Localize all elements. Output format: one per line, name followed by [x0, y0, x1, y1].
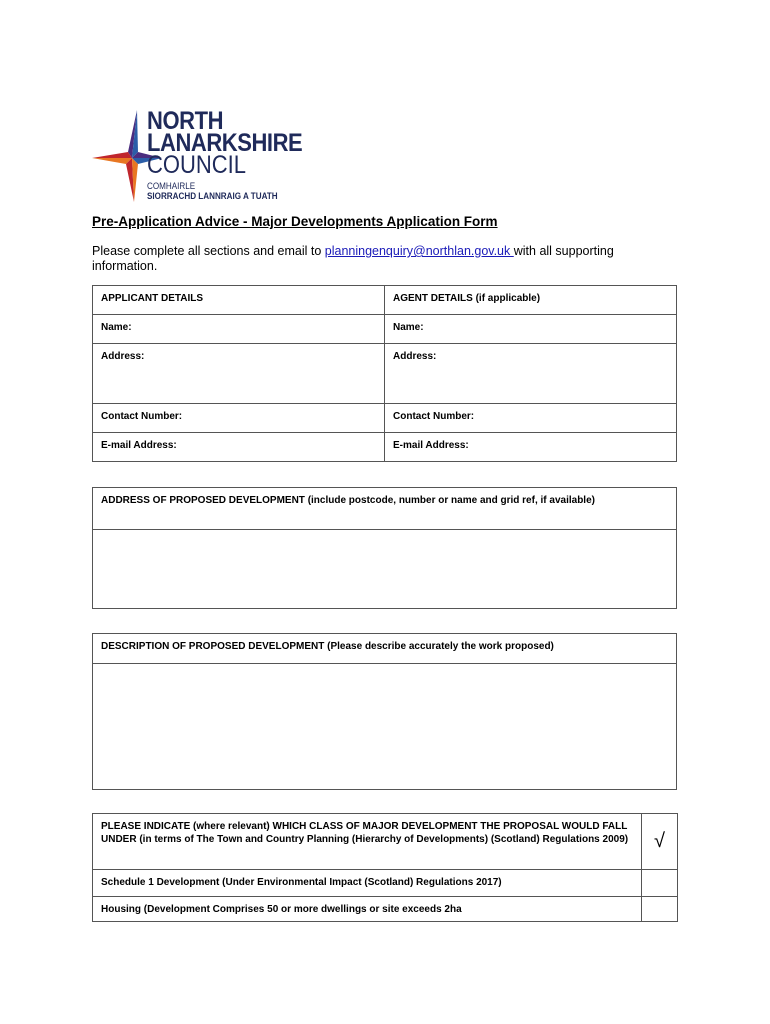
intro-text: [92, 244, 652, 274]
applicant-details-header: APPLICANT DETAILS: [93, 286, 385, 315]
description-header: DESCRIPTION OF PROPOSED DEVELOPMENT (Please describe accurately the work proposed): [93, 634, 677, 664]
logo-line-north: NORTH: [147, 107, 224, 135]
applicant-address-field[interactable]: Address:: [93, 344, 385, 404]
logo-wordmark: [147, 107, 323, 201]
description-table: [92, 633, 677, 790]
schedule-1-checkbox[interactable]: [642, 870, 678, 897]
tick-column-header: √: [642, 814, 678, 870]
housing-row-label: Housing (Development Comprises 50 or more dwellings or site exceeds 2ha: [93, 897, 642, 922]
development-class-header: PLEASE INDICATE (where relevant) WHICH CLASS OF MAJOR DEVELOPMENT THE PROPOSAL WOULD FALL UNDER (in terms of The Town and Country Planning (Hierarchy of Developments) (Scotland) Regulations 2009): [93, 814, 642, 870]
contact-details-table: [92, 285, 677, 462]
proposed-address-field[interactable]: [93, 530, 677, 609]
form-title: Pre-Application Advice - Major Developments Application Form: [92, 214, 498, 229]
proposed-address-header: ADDRESS OF PROPOSED DEVELOPMENT (include postcode, number or name and grid ref, if available): [93, 488, 677, 530]
email-link[interactable]: planningenquiry@northlan.gov.uk: [324, 244, 514, 258]
logo-line-council: COUNCIL: [147, 151, 247, 179]
council-logo: [92, 108, 312, 208]
logo-line-lanarkshire: LANARKSHIRE: [147, 129, 303, 157]
applicant-name-field[interactable]: Name:: [93, 315, 385, 344]
agent-details-header: AGENT DETAILS (if applicable): [385, 286, 677, 315]
proposed-address-table: [92, 487, 677, 609]
applicant-contact-field[interactable]: Contact Number:: [93, 404, 385, 433]
intro-before: Please complete all sections and email to: [92, 244, 325, 258]
logo-sub-comhairle: COMHAIRLE: [147, 181, 196, 191]
agent-contact-field[interactable]: Contact Number:: [385, 404, 677, 433]
applicant-email-field[interactable]: E-mail Address:: [93, 433, 385, 462]
development-class-table: [92, 813, 678, 922]
logo-sub-gaelic: SIORRACHD LANNRAIG A TUATH: [147, 191, 278, 201]
agent-address-field[interactable]: Address:: [385, 344, 677, 404]
agent-name-field[interactable]: Name:: [385, 315, 677, 344]
housing-checkbox[interactable]: [642, 897, 678, 922]
agent-email-field[interactable]: E-mail Address:: [385, 433, 677, 462]
schedule-1-row-label: Schedule 1 Development (Under Environmental Impact (Scotland) Regulations 2017): [93, 870, 642, 897]
intro-after: with all supporting information.: [92, 244, 614, 273]
description-field[interactable]: [93, 664, 677, 790]
